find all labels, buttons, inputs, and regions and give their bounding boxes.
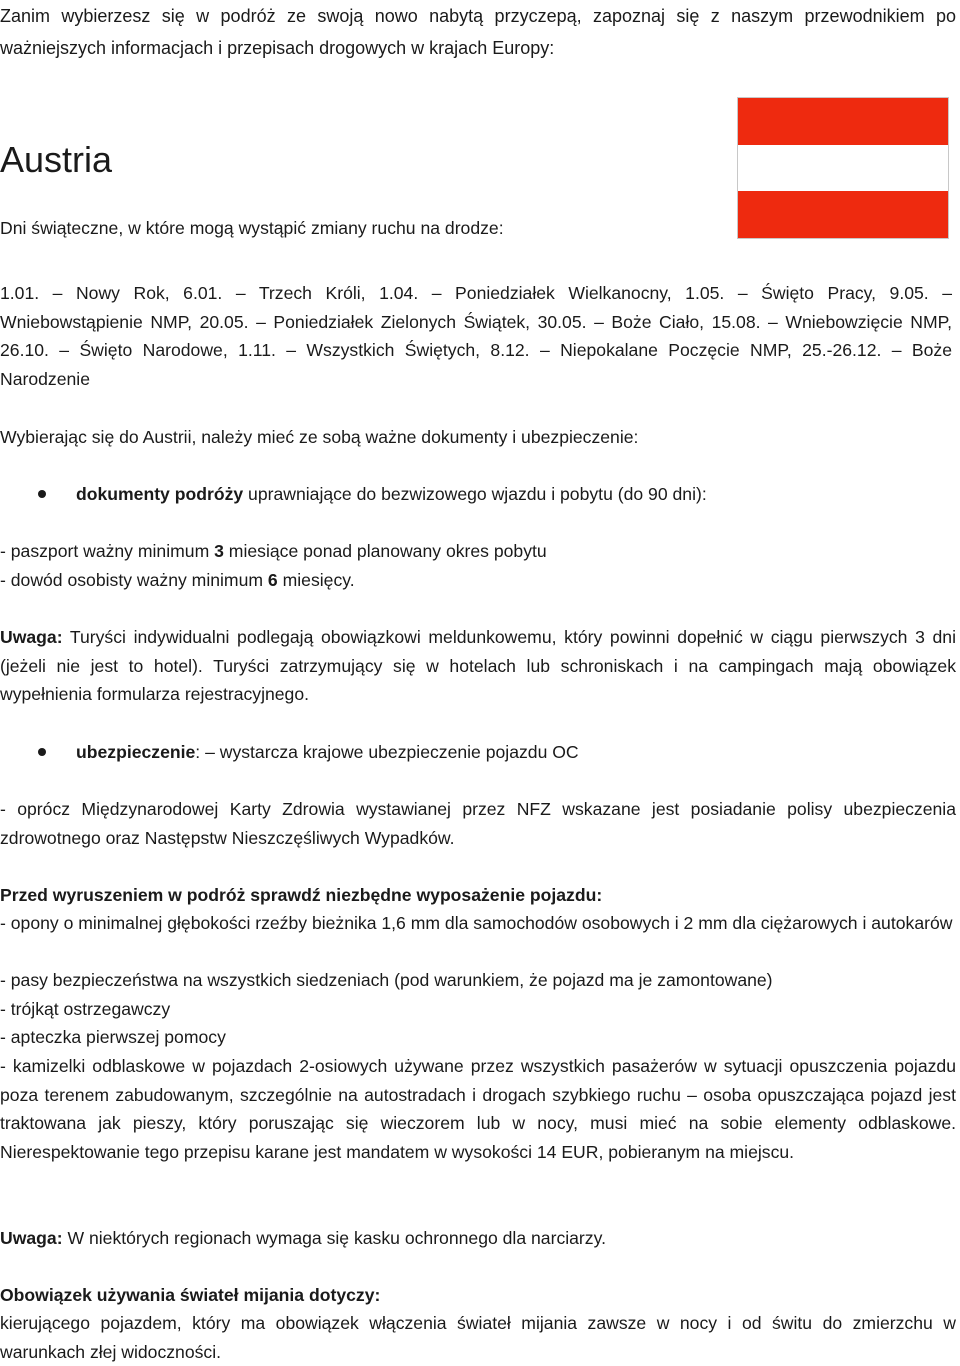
list-item-insurance [0, 738, 956, 768]
insurance-label: ubezpieczenie [76, 742, 196, 762]
registration-note-text: Turyści indywidualni podlegają obowiązkowi meldunkowemu, który powinni dopełnić w ciągu pierwszych 3 dni (jeżeli nie jest to hotel). Turyści zatrzymujący się w hotelach lub schroniskach i na campingach mają obowiązek wypełnienia formularza rejestracyjnego. [0, 627, 956, 705]
intro-paragraph: Zanim wybierzesz się w podróż ze swoją nowo nabytą przyczepą, zapoznaj się z naszym przewodnikiem po ważniejszych informacjach i przepisach drogowych w krajach Europy: [0, 6, 956, 58]
lights-heading [0, 1281, 956, 1310]
equipment-triangle: - trójkąt ostrzegawczy [0, 999, 171, 1019]
travel-documents-label: dokumenty podróży [76, 484, 244, 504]
holidays-heading: Dni świąteczne, w które mogą wystąpić zmiany ruchu na drodze: [0, 218, 504, 238]
equipment-tyres: - opony o minimalnej głębokości rzeźby bieżnika 1,6 mm dla samochodów osobowych i 2 mm dla ciężarowych i autokarów [0, 913, 953, 933]
passport-prefix: - paszport ważny minimum [0, 541, 215, 561]
bullet-icon [38, 748, 46, 756]
travel-documents-text [76, 480, 707, 509]
insurance-text [76, 738, 579, 767]
registration-note [0, 623, 956, 709]
flag-top-stripe [738, 98, 948, 145]
holidays-list: 1.01. – Nowy Rok, 6.01. – Trzech Króli, 1.04. – Poniedziałek Wielkanocny, 1.05. – Święto Pracy, 9.05. – Wniebowstąpienie NMP, 20.05. – Poniedziałek Zielonych Świątek, 30.05. – Boże Ciało, 15.08. – Wniebowzięcie NMP, 26.10. – Święto Narodowe, 1.11. – Wszystkich Świętych, 8.12. – Niepokalane Poczęcie NMP, 25.-26.12. – Boże Narodzenie [0, 283, 952, 389]
registration-note-label: Uwaga: [0, 627, 63, 647]
equipment-heading-text: Przed wyruszeniem w podróż sprawdź niezbędne wyposażenie pojazdu: [0, 885, 603, 905]
travel-documents-description: uprawniające do bezwizowego wjazdu i pobytu (do 90 dni): [243, 484, 707, 504]
passport-requirement [0, 537, 956, 566]
equipment-heading [0, 881, 956, 910]
passport-months: 3 [214, 541, 224, 561]
lights-paragraph: kierującego pojazdem, który ma obowiązek włączenia świateł mijania zawsze w nocy i od świtu do zmierzchu w warunkach złej widoczności. [0, 1313, 956, 1362]
bullet-icon [38, 490, 46, 498]
health-insurance-paragraph: - oprócz Międzynarodowej Karty Zdrowia wystawianej przez NFZ wskazane jest posiadanie polisy ubezpieczenia zdrowotnego oraz Następstw Nieszczęśliwych Wypadków. [0, 799, 956, 848]
id-card-months: 6 [267, 570, 278, 590]
id-card-requirement [0, 566, 956, 595]
id-card-suffix: miesięcy. [277, 570, 355, 590]
helmet-note-text: W niektórych regionach wymaga się kasku ochronnego dla narciarzy. [62, 1228, 606, 1248]
helmet-note-label: Uwaga: [0, 1228, 63, 1248]
equipment-belts: - pasy bezpieczeństwa na wszystkich siedzeniach (pod warunkiem, że pojazd ma je zamontowane) [0, 970, 773, 990]
equipment-vests: - kamizelki odblaskowe w pojazdach 2-osiowych używane przez wszystkich pasażerów w sytuacji opuszczenia pojazdu poza terenem zabudowanym, szczególnie na autostradach i drogach szybkiego ruchu – osoba opuszczająca pojazd jest traktowana jak pieszy, który poruszając się wieczorem lub w nocy, musi mieć na sobie elementy odblaskowe. Nierespektowanie tego przepisu karane jest mandatem w wysokości 14 EUR, pobieranym na miejscu. [0, 1056, 956, 1162]
helmet-note [0, 1224, 956, 1253]
flag-middle-stripe [738, 145, 948, 192]
insurance-description: : – wystarcza krajowe ubezpieczenie pojazdu OC [195, 742, 579, 762]
lights-heading-text: Obowiązek używania świateł mijania dotyczy: [0, 1285, 381, 1305]
passport-suffix: miesiące ponad planowany okres pobytu [223, 541, 547, 561]
page-title: Austria [0, 139, 113, 180]
equipment-first-aid: - apteczka pierwszej pomocy [0, 1027, 226, 1047]
list-item-travel-documents [0, 480, 956, 510]
documents-heading: Wybierając się do Austrii, należy mieć ze sobą ważne dokumenty i ubezpieczenie: [0, 427, 639, 447]
id-card-prefix: - dowód osobisty ważny minimum [0, 570, 268, 590]
